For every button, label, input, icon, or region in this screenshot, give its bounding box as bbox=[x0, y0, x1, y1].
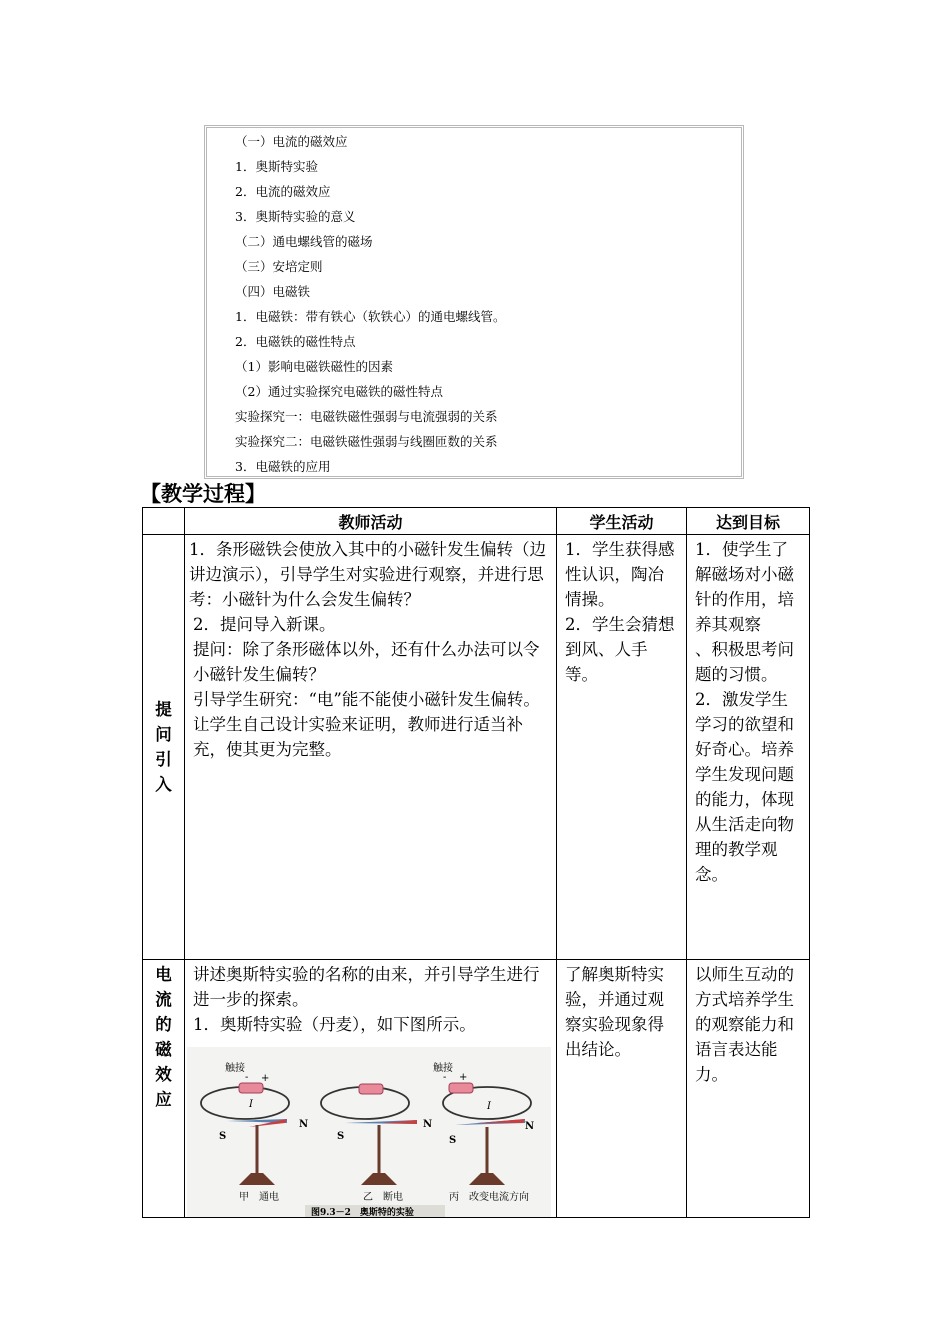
minus-sign: - bbox=[443, 1072, 447, 1083]
outline-item: （二）通电螺线管的磁场 bbox=[235, 234, 373, 249]
outline-item: 3．奥斯特实验的意义 bbox=[235, 209, 356, 224]
touch-label: 触接 bbox=[225, 1063, 245, 1074]
current-label: I bbox=[249, 1099, 253, 1110]
teacher-text: 2．提问导入新课。 bbox=[193, 615, 336, 634]
teacher-cell bbox=[185, 535, 557, 960]
outline-item: （四）电磁铁 bbox=[235, 284, 311, 299]
student-text: 2．学生会猜想到风、人手等。 bbox=[565, 615, 675, 684]
plus-sign: + bbox=[459, 1072, 468, 1083]
outline-box bbox=[204, 125, 744, 479]
panel-caption: 乙 断电 bbox=[363, 1192, 403, 1203]
stage-cell bbox=[143, 535, 185, 960]
outline-item: 1．电磁铁：带有铁心（软铁心）的通电螺线管。 bbox=[235, 309, 506, 324]
outline-item: （三）安培定则 bbox=[235, 259, 323, 274]
teacher-text: 提问：除了条形磁体以外，还有什么办法可以令小磁针发生偏转？ bbox=[193, 640, 540, 684]
oersted-experiment-figure bbox=[187, 1047, 551, 1217]
header-goal: 达到目标 bbox=[687, 508, 810, 535]
header-student: 学生活动 bbox=[557, 508, 687, 535]
south-label: S bbox=[449, 1135, 457, 1146]
stage-char: 入 bbox=[155, 775, 172, 794]
outline-item: （2）通过实验探究电磁铁的磁性特点 bbox=[235, 384, 443, 399]
stage-cell bbox=[143, 960, 185, 1218]
goal-text: 以师生互动的方式培养学生的观察能力和语言表达能力。 bbox=[695, 965, 794, 1084]
goal-text: 2．激发学生学习的欲望和好奇心。培养学生发现问题的能力，体现从生活走向物理的教学观念。 bbox=[695, 690, 794, 884]
table-header-row bbox=[143, 508, 810, 535]
stage-char: 的 bbox=[155, 1015, 172, 1034]
teacher-text: 1．奥斯特实验（丹麦），如下图所示。 bbox=[193, 1015, 476, 1034]
outline-item: 2．电磁铁的磁性特点 bbox=[235, 334, 356, 349]
outline-item: 1．奥斯特实验 bbox=[235, 159, 318, 174]
south-label: S bbox=[337, 1131, 345, 1142]
table-row bbox=[143, 535, 810, 960]
teacher-text: 让学生自己设计实验来证明，教师进行适当补充，使其更为完整。 bbox=[193, 715, 523, 759]
outline-item: 3．电磁铁的应用 bbox=[235, 459, 331, 474]
header-teacher: 教师活动 bbox=[185, 508, 557, 535]
figure-title: 图9.3－2 奥斯特的实验 bbox=[311, 1208, 414, 1217]
stage-char: 磁 bbox=[155, 1040, 172, 1059]
stage-char: 电 bbox=[155, 965, 172, 984]
student-text: 了解奥斯特实验，并通过观察实验现象得出结论。 bbox=[565, 965, 664, 1059]
goal-cell bbox=[687, 960, 810, 1218]
stage-char: 效 bbox=[155, 1065, 172, 1084]
section-heading: 【教学过程】 bbox=[140, 482, 266, 506]
teacher-text: 引导学生研究：“电”能不能使小磁针发生偏转。 bbox=[193, 690, 540, 709]
student-text: 1．学生获得感性认识，陶冶情操。 bbox=[565, 540, 675, 609]
teacher-text: 讲述奥斯特实验的名称的由来，并引导学生进行进一步的探索。 bbox=[193, 965, 540, 1009]
goal-text: 、积极思考问题的习惯。 bbox=[695, 640, 794, 684]
outline-item: 实验探究一：电磁铁磁性强弱与电流强弱的关系 bbox=[235, 409, 498, 424]
current-label: I bbox=[487, 1101, 491, 1112]
header-stage bbox=[143, 508, 185, 535]
stage-char: 应 bbox=[155, 1090, 172, 1109]
outline-item: 2．电流的磁效应 bbox=[235, 184, 331, 199]
touch-label: 触接 bbox=[433, 1063, 453, 1074]
north-label: N bbox=[423, 1119, 433, 1130]
teacher-cell bbox=[185, 960, 557, 1218]
north-label: N bbox=[299, 1119, 309, 1130]
teacher-text: 1．条形磁铁会使放入其中的小磁针发生偏转（边讲边演示），引导学生对实验进行观察，并进行思考：小磁针为什么会发生偏转？ bbox=[189, 540, 546, 609]
goal-text: 1．使学生了解磁场对小磁针的作用，培养其观察 bbox=[695, 540, 794, 634]
outline-item: 实验探究二：电磁铁磁性强弱与线圈匝数的关系 bbox=[235, 434, 498, 449]
stage-char: 流 bbox=[155, 990, 172, 1009]
north-label: N bbox=[525, 1121, 535, 1132]
south-label: S bbox=[219, 1131, 227, 1142]
stage-char: 提 bbox=[155, 700, 172, 719]
plus-sign: + bbox=[261, 1073, 270, 1084]
stage-char: 问 bbox=[155, 725, 172, 744]
lesson-table bbox=[142, 507, 810, 1218]
panel-caption: 丙 改变电流方向 bbox=[449, 1192, 529, 1203]
outline-item: （一）电流的磁效应 bbox=[235, 134, 348, 149]
goal-cell bbox=[687, 535, 810, 960]
panel-caption: 甲 通电 bbox=[239, 1192, 279, 1203]
student-cell bbox=[557, 960, 687, 1218]
minus-sign: - bbox=[245, 1072, 249, 1083]
outline-item: （1）影响电磁铁磁性的因素 bbox=[235, 359, 393, 374]
table-row bbox=[143, 960, 810, 1218]
student-cell bbox=[557, 535, 687, 960]
stage-char: 引 bbox=[155, 750, 172, 769]
